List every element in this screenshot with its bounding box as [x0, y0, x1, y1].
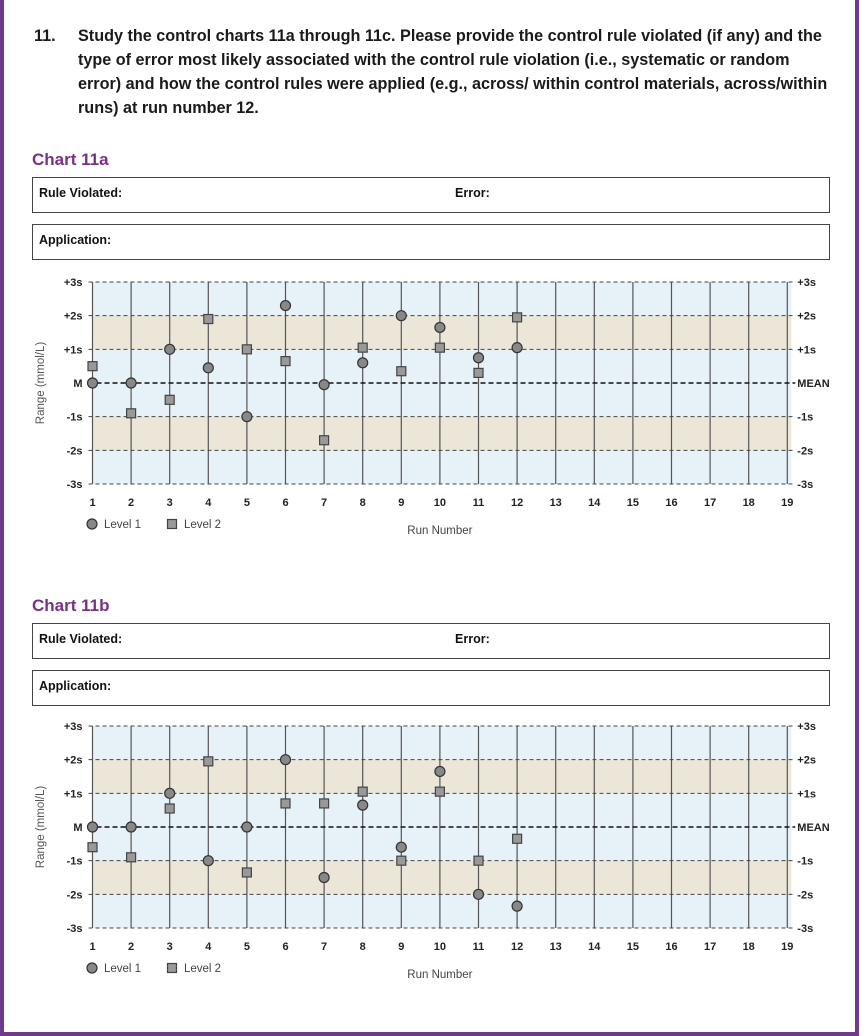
chart-band: [93, 861, 792, 895]
level1-point: [319, 380, 329, 390]
level1-point: [203, 363, 213, 373]
level2-point: [435, 787, 444, 796]
x-tick-label: 10: [433, 497, 447, 509]
x-tick-label: 17: [703, 941, 717, 953]
x-tick-label: 3: [166, 497, 173, 509]
x-tick-label: 2: [128, 941, 135, 953]
application-label: Application:: [39, 679, 112, 693]
level2-point: [320, 799, 329, 808]
y-tick-label-right: -2s: [797, 889, 814, 902]
level2-point: [513, 313, 522, 322]
x-tick-label: 15: [626, 941, 640, 953]
level1-point: [435, 322, 445, 332]
x-tick-label: 6: [282, 941, 289, 953]
y-tick-label-right: +2s: [797, 754, 816, 767]
level2-point: [513, 834, 522, 843]
level2-point: [127, 409, 136, 418]
x-tick-label: 12: [510, 941, 524, 953]
level1-point: [165, 344, 175, 354]
y-axis-label: Range (mmol/L): [35, 341, 47, 425]
y-axis-label: Range (mmol/L): [35, 785, 47, 869]
chart-band: [93, 827, 792, 861]
question-text: Study the control charts 11a through 11c. Please provide the control rule violated (if any) and the type of error most likely associated with the control rule violation (i.e., systematic or random error) and how the control rules were applied (e.g., across/ within control materials, across/within runs) at run number 12.: [78, 27, 828, 117]
x-tick-label: 14: [588, 497, 601, 509]
level2-point: [204, 757, 213, 766]
level1-point: [88, 378, 98, 388]
legend-marker-level1: [87, 963, 97, 973]
y-tick-label-left: -2s: [66, 889, 83, 902]
level2-point: [165, 804, 174, 813]
x-tick-label: 9: [398, 941, 405, 953]
x-tick-label: 13: [549, 497, 562, 509]
level1-point: [358, 800, 368, 810]
x-tick-label: 16: [665, 497, 678, 509]
chart-band: [93, 282, 792, 316]
chart-band: [93, 894, 792, 928]
x-tick-label: 13: [549, 941, 562, 953]
level2-point: [88, 843, 97, 852]
y-tick-label-left: -3s: [66, 923, 83, 935]
level2-point: [474, 368, 483, 377]
x-tick-label: 3: [166, 941, 173, 953]
application-box-11b[interactable]: [32, 670, 830, 706]
y-tick-label-right: MEAN: [797, 822, 830, 834]
y-tick-label-left: -1s: [66, 855, 83, 868]
level2-point: [204, 315, 213, 324]
y-tick-label-left: -3s: [66, 479, 83, 491]
level2-point: [358, 343, 367, 352]
level2-point: [397, 367, 406, 376]
control-chart-11b: [0, 714, 867, 994]
x-tick-label: 11: [472, 941, 485, 953]
y-tick-label-right: +3s: [797, 277, 816, 289]
x-tick-label: 8: [359, 941, 366, 953]
level2-point: [165, 395, 174, 404]
y-tick-label-left: +2s: [63, 310, 83, 323]
chart-band: [93, 417, 792, 451]
y-tick-label-right: +1s: [797, 788, 816, 801]
x-tick-label: 18: [742, 497, 755, 509]
y-tick-label-right: -3s: [797, 923, 814, 935]
chart-band: [93, 450, 792, 484]
level1-point: [126, 378, 136, 388]
x-tick-label: 18: [742, 941, 755, 953]
y-tick-label-right: -1s: [797, 411, 814, 424]
x-tick-label: 9: [398, 497, 405, 509]
y-tick-label-left: -1s: [66, 411, 83, 424]
y-tick-label-right: +3s: [797, 721, 816, 733]
x-tick-label: 14: [588, 941, 601, 953]
x-tick-label: 5: [243, 497, 250, 509]
chart-title-11b: Chart 11b: [32, 596, 110, 615]
x-tick-label: 6: [282, 497, 289, 509]
y-tick-label-left: +3s: [63, 721, 83, 733]
y-tick-label-left: +1s: [63, 788, 83, 801]
y-tick-label-right: +2s: [797, 310, 816, 323]
x-tick-label: 2: [128, 497, 135, 509]
x-tick-label: 19: [781, 941, 794, 953]
x-tick-label: 8: [359, 497, 366, 509]
legend-label: Level 1: [104, 519, 142, 531]
level1-point: [358, 358, 368, 368]
chart-band: [93, 349, 792, 383]
level2-point: [88, 362, 97, 371]
level1-point: [474, 889, 484, 899]
y-tick-label-right: +1s: [797, 344, 816, 357]
level2-point: [474, 856, 483, 865]
x-axis-label: Run Number: [407, 969, 473, 981]
y-tick-label-right: -3s: [797, 479, 814, 491]
x-axis-label: Run Number: [407, 525, 473, 537]
application-label: Application:: [39, 233, 112, 247]
chart-title-11a: Chart 11a: [32, 150, 109, 169]
y-tick-label-left: M: [73, 822, 83, 834]
rule-error-box-11b[interactable]: [32, 623, 830, 659]
rule-error-box-11a[interactable]: [32, 177, 830, 213]
chart-band: [93, 793, 792, 827]
level1-point: [126, 822, 136, 832]
y-tick-label-left: +1s: [63, 344, 83, 357]
level2-point: [397, 856, 406, 865]
x-tick-label: 16: [665, 941, 678, 953]
question-number: 11.: [34, 27, 56, 45]
level2-point: [281, 357, 290, 366]
x-tick-label: 4: [205, 497, 212, 509]
legend-label: Level 2: [184, 963, 222, 975]
y-tick-label-left: -2s: [66, 445, 83, 458]
level2-point: [242, 345, 251, 354]
y-tick-label-left: +2s: [63, 754, 83, 767]
level1-point: [281, 755, 291, 765]
y-tick-label-right: MEAN: [797, 378, 830, 390]
y-tick-label-left: +3s: [63, 277, 83, 289]
x-tick-label: 10: [433, 941, 447, 953]
y-tick-label-right: -2s: [797, 445, 814, 458]
level1-point: [281, 301, 291, 311]
level1-point: [512, 343, 522, 353]
level1-point: [512, 901, 522, 911]
error-label: Error:: [455, 186, 490, 200]
level2-point: [358, 787, 367, 796]
rule-violated-label: Rule Violated:: [39, 632, 123, 646]
level2-point: [435, 343, 444, 352]
level1-point: [88, 822, 98, 832]
level1-point: [242, 412, 252, 422]
legend-marker-level2: [168, 520, 177, 529]
x-tick-label: 17: [703, 497, 717, 509]
level1-point: [474, 353, 484, 363]
y-tick-label-left: M: [73, 378, 83, 390]
x-tick-label: 7: [321, 497, 328, 509]
control-chart-11a: [0, 270, 867, 550]
level2-point: [127, 853, 136, 862]
legend-marker-level1: [87, 519, 97, 529]
error-label: Error:: [455, 632, 490, 646]
chart-band: [93, 726, 792, 760]
x-tick-label: 7: [321, 941, 328, 953]
x-tick-label: 1: [89, 941, 96, 953]
legend-label: Level 2: [184, 519, 222, 531]
legend-marker-level2: [168, 964, 177, 973]
level1-point: [203, 856, 213, 866]
level1-point: [396, 842, 406, 852]
chart-band: [93, 383, 792, 417]
level1-point: [242, 822, 252, 832]
x-tick-label: 5: [243, 941, 250, 953]
level2-point: [281, 799, 290, 808]
level1-point: [319, 873, 329, 883]
x-tick-label: 1: [89, 497, 96, 509]
level2-point: [242, 868, 251, 877]
level1-point: [396, 311, 406, 321]
application-box-11a[interactable]: [32, 224, 830, 260]
x-tick-label: 15: [626, 497, 640, 509]
rule-violated-label: Rule Violated:: [39, 186, 123, 200]
legend-label: Level 1: [104, 963, 142, 975]
x-tick-label: 11: [472, 497, 485, 509]
x-tick-label: 4: [205, 941, 212, 953]
level1-point: [435, 766, 445, 776]
x-tick-label: 19: [781, 497, 794, 509]
level1-point: [165, 788, 175, 798]
x-tick-label: 12: [510, 497, 524, 509]
y-tick-label-right: -1s: [797, 855, 814, 868]
level2-point: [320, 436, 329, 445]
